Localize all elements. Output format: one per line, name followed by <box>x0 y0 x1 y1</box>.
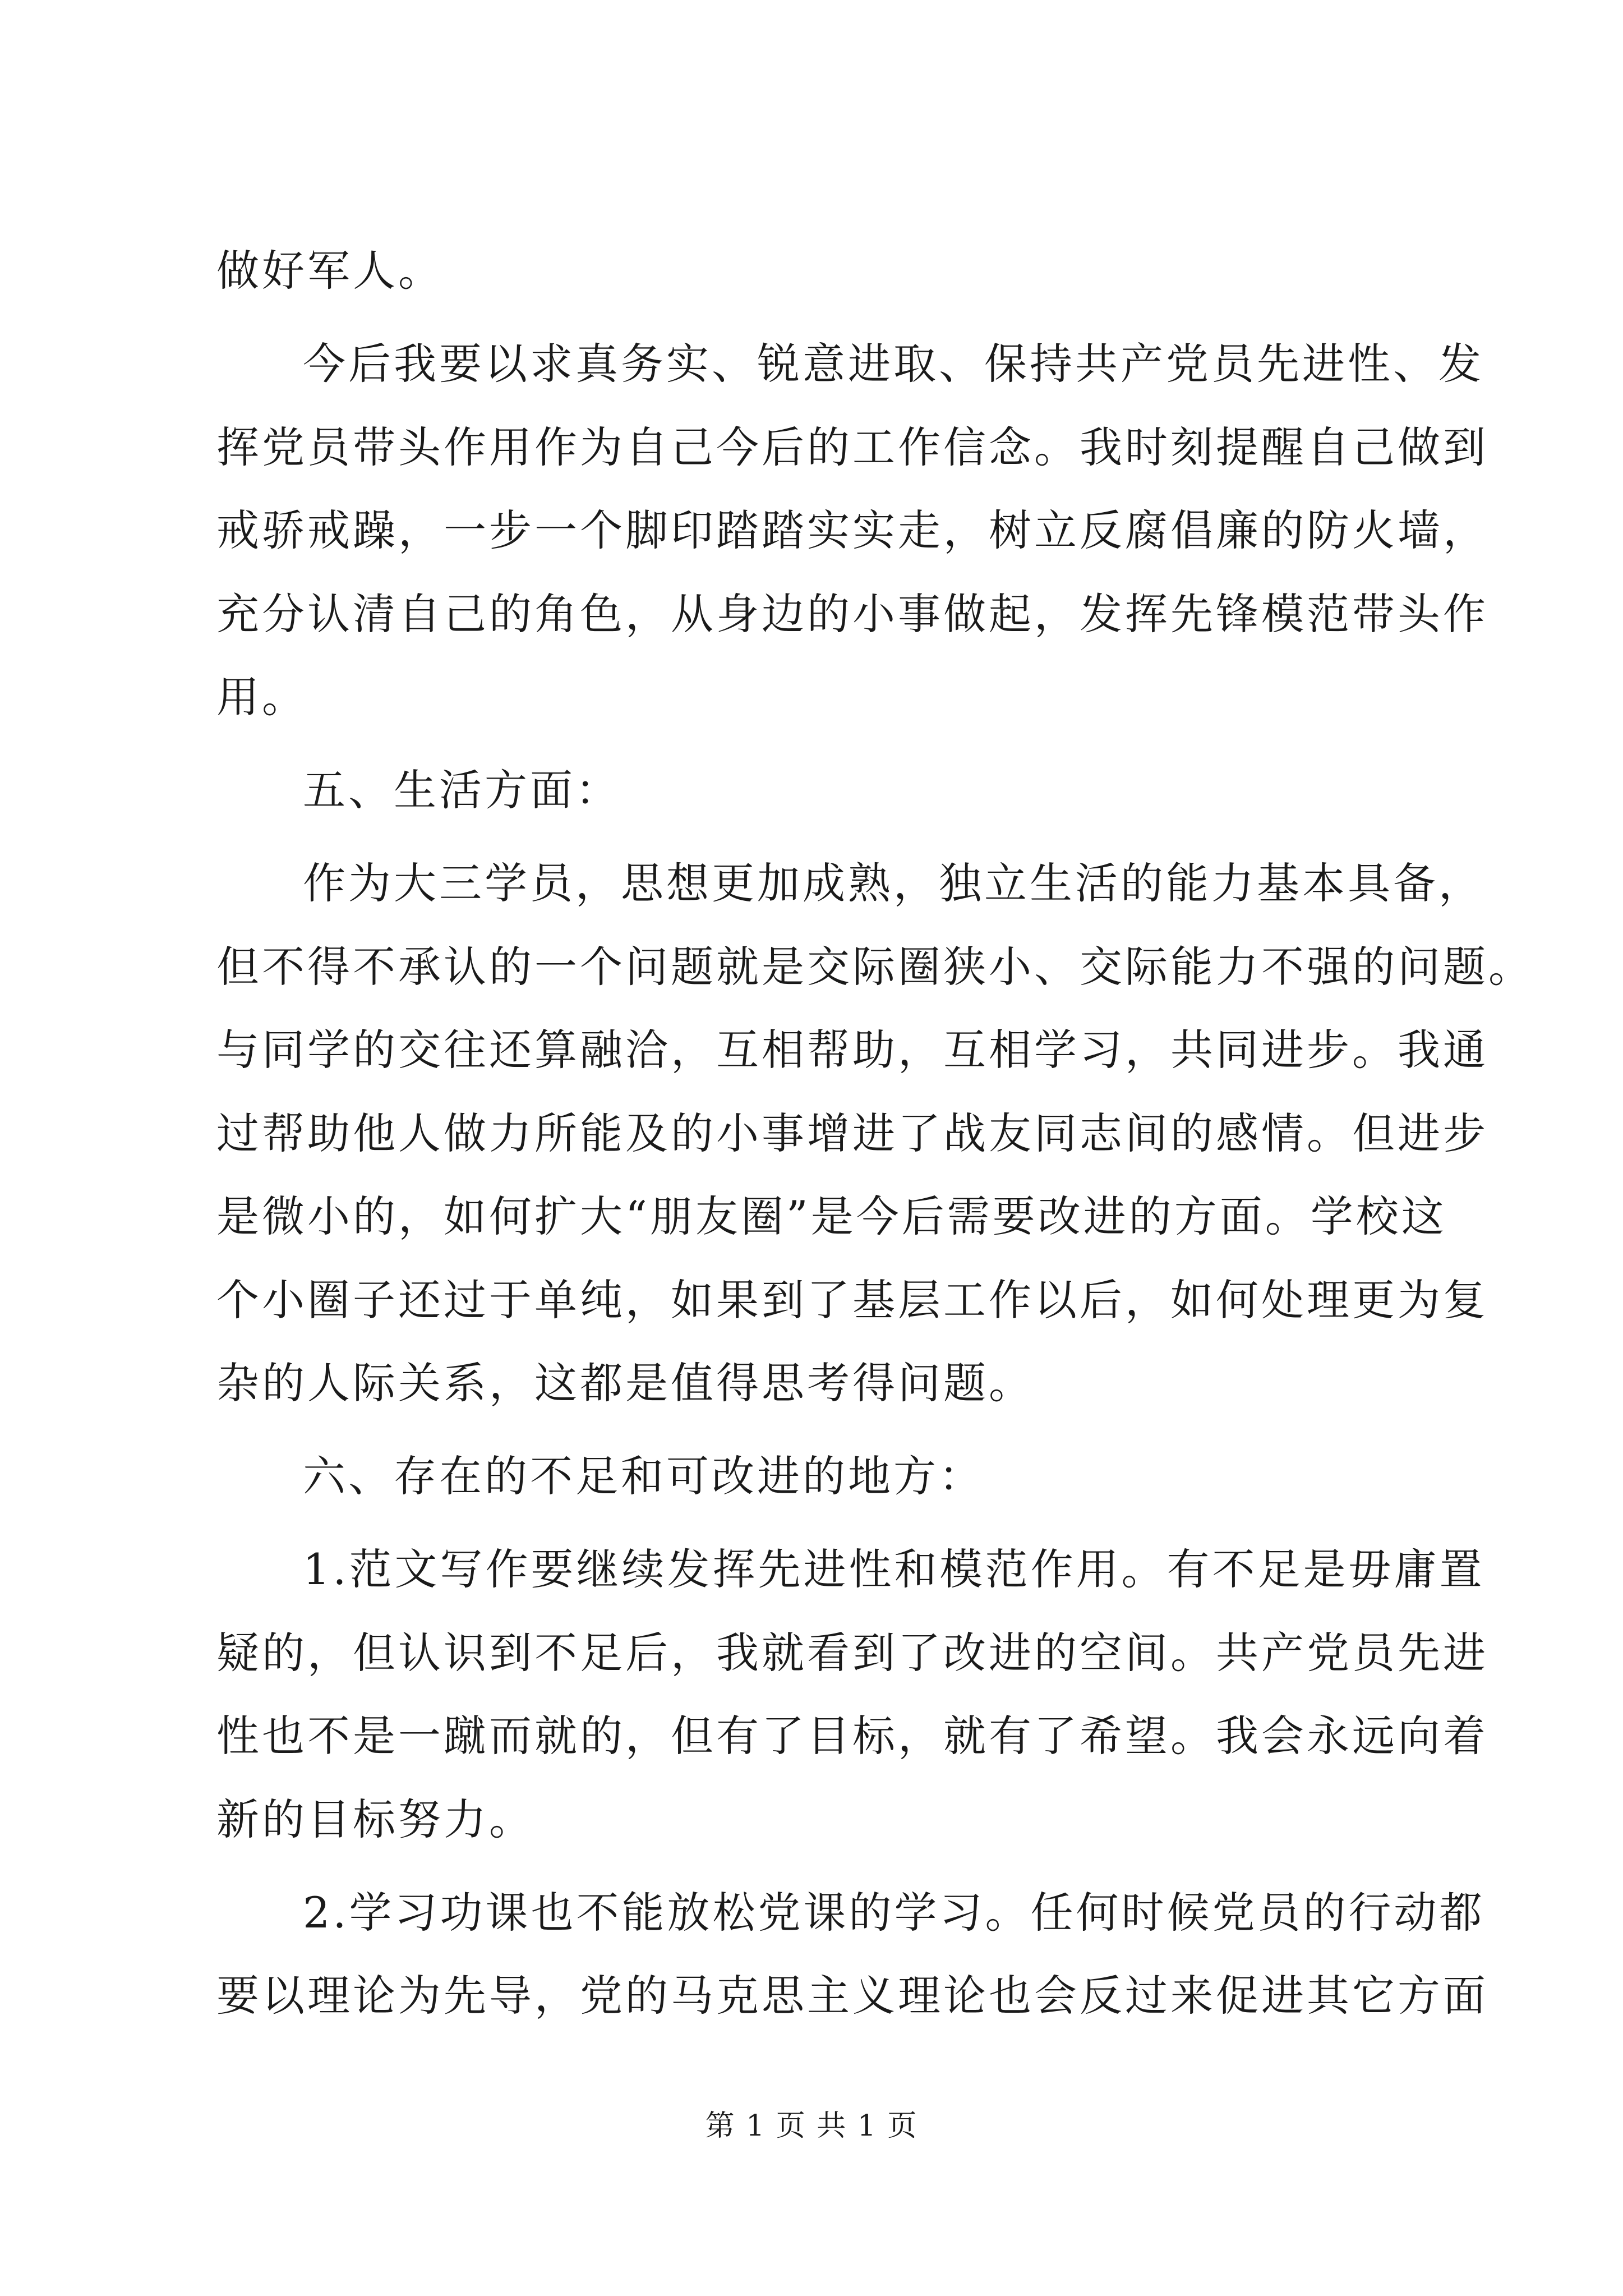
text-line: 作为大三学员，思想更加成熟，独立生活的能力基本具备， <box>303 858 1484 908</box>
section-heading: 五、生活方面： <box>303 765 621 815</box>
text-line: 疑的，但认识到不足后，我就看到了改进的空间。共产党员先进 <box>216 1628 1488 1678</box>
text-line: 用。 <box>216 672 307 722</box>
text-line: 但不得不承认的一个问题就是交际圈狭小、交际能力不强的问题。 <box>216 942 1534 992</box>
text-line: 做好军人。 <box>216 246 444 296</box>
text-line: 戒骄戒躁，一步一个脚印踏踏实实走，树立反腐倡廉的防火墙， <box>216 505 1488 555</box>
text-line: 新的目标努力。 <box>216 1795 534 1844</box>
text-line: 挥党员带头作用作为自己今后的工作信念。我时刻提醒自己做到 <box>216 422 1488 472</box>
text-line: 个小圈子还过于单纯，如果到了基层工作以后，如何处理更为复 <box>216 1275 1488 1325</box>
text-line: 1.范文写作要继续发挥先进性和模范作用。有不足是毋庸置 <box>303 1544 1485 1594</box>
text-line: 杂的人际关系，这都是值得思考得问题。 <box>216 1358 1034 1408</box>
text-line: 要以理论为先导，党的马克思主义理论也会反过来促进其它方面 <box>216 1971 1488 2021</box>
section-heading: 六、存在的不足和可改进的地方： <box>303 1451 984 1501</box>
text-line: 2.学习功课也不能放松党课的学习。任何时候党员的行动都 <box>303 1888 1485 1938</box>
text-line: 是微小的，如何扩大“朋友圈”是今后需要改进的方面。学校这 <box>216 1191 1447 1241</box>
text-line: 今后我要以求真务实、锐意进取、保持共产党员先进性、发 <box>303 339 1484 389</box>
page-footer: 第 1 页 共 1 页 <box>705 2109 918 2143</box>
text-line: 充分认清自己的角色，从身边的小事做起，发挥先锋模范带头作 <box>216 589 1488 639</box>
text-line: 性也不是一蹴而就的，但有了目标，就有了希望。我会永远向着 <box>216 1711 1488 1761</box>
text-line: 与同学的交往还算融洽，互相帮助，互相学习，共同进步。我通 <box>216 1025 1488 1075</box>
text-line: 过帮助他人做力所能及的小事增进了战友同志间的感情。但进步 <box>216 1108 1488 1158</box>
